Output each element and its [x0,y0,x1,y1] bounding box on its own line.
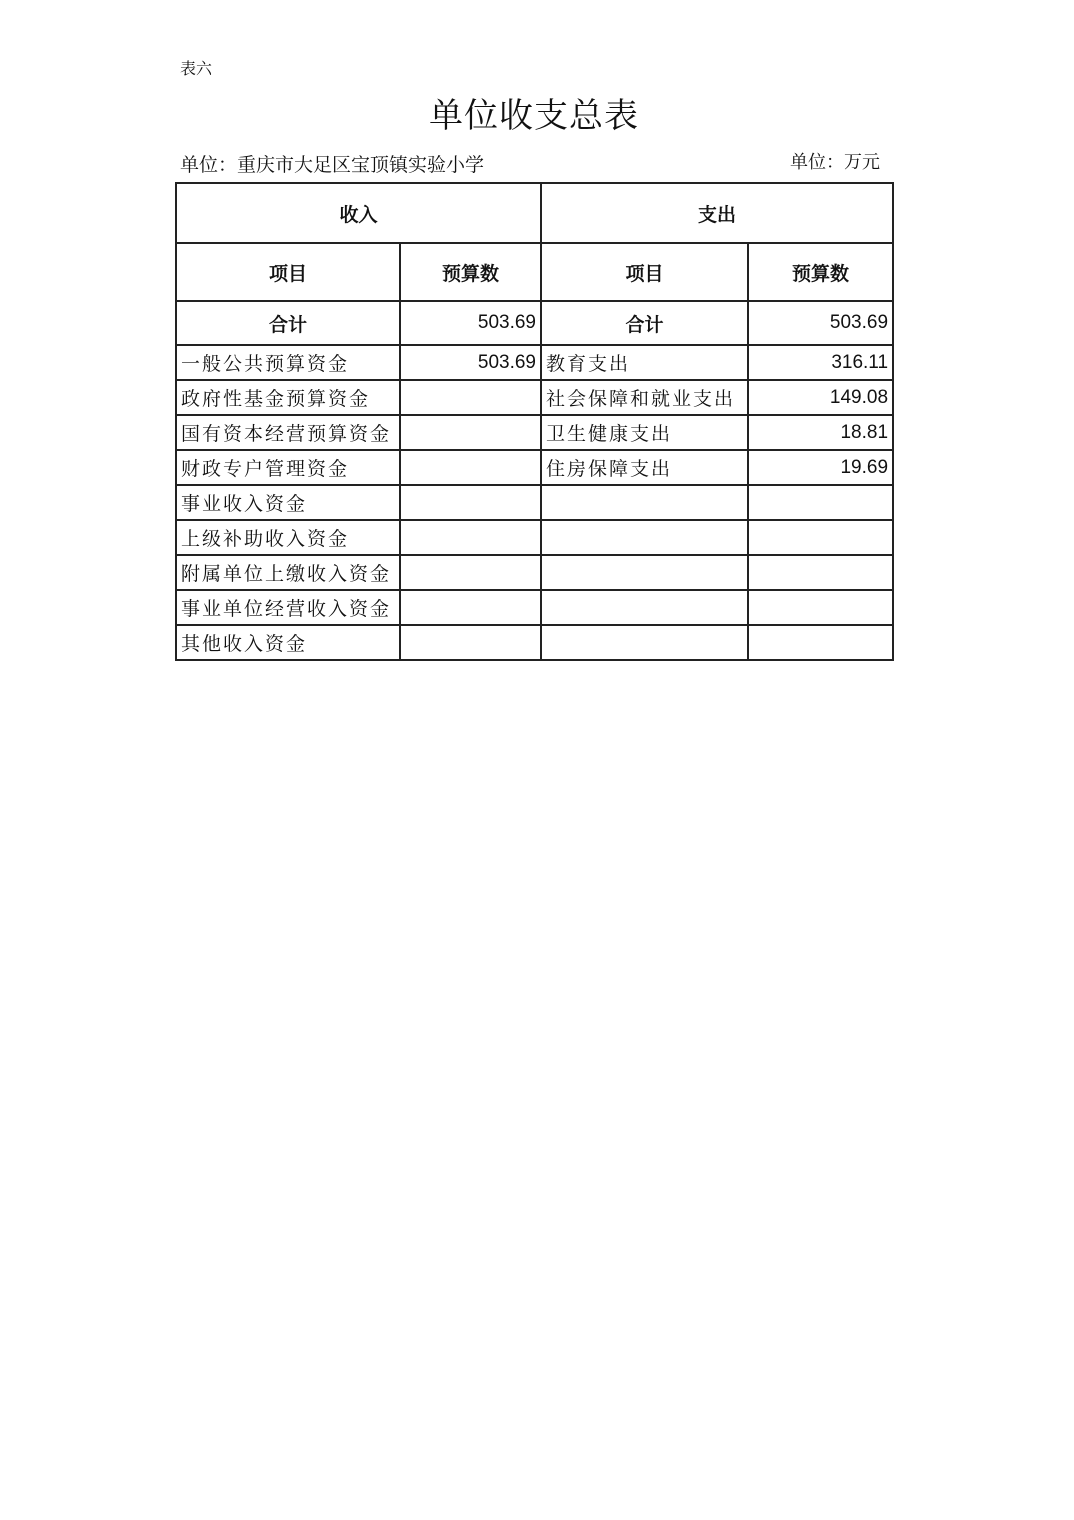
expense-item-cell: 住房保障支出 [541,450,748,485]
income-value-cell [400,415,541,450]
income-item-cell: 国有资本经营预算资金 [176,415,400,450]
income-value-cell [400,450,541,485]
income-item-cell: 事业收入资金 [176,485,400,520]
expense-item-cell: 社会保障和就业支出 [541,380,748,415]
expense-budget-column-header: 预算数 [748,243,893,301]
expense-value-cell: 316.11 [748,345,893,380]
expense-item-cell [541,625,748,660]
income-item-cell: 事业单位经营收入资金 [176,590,400,625]
income-item-column-header: 项目 [176,243,400,301]
column-header-row [176,243,893,301]
expense-total-value: 503.69 [748,301,893,345]
unit-name: 单位：重庆市大足区宝顶镇实验小学 [180,154,485,176]
expense-value-cell [748,520,893,555]
income-value-cell [400,380,541,415]
expense-total-label: 合计 [541,301,748,345]
expense-value-cell [748,485,893,520]
income-item-cell: 一般公共预算资金 [176,345,400,380]
table-row [176,520,893,555]
expense-value-cell [748,625,893,660]
income-value-cell [400,625,541,660]
expense-item-column-header: 项目 [541,243,748,301]
table-row [176,625,893,660]
table-row [176,555,893,590]
income-group-header: 收入 [176,183,541,243]
income-item-cell: 附属单位上缴收入资金 [176,555,400,590]
expense-item-cell [541,555,748,590]
table-row [176,450,893,485]
expense-item-cell [541,520,748,555]
income-total-label: 合计 [176,301,400,345]
expense-item-cell: 教育支出 [541,345,748,380]
income-item-cell: 财政专户管理资金 [176,450,400,485]
expense-item-cell [541,485,748,520]
table-number-label: 表六 [180,59,213,78]
table-row [176,415,893,450]
budget-summary-table [175,182,894,661]
group-header-row [176,183,893,243]
income-item-cell: 其他收入资金 [176,625,400,660]
income-value-cell [400,590,541,625]
total-row [176,301,893,345]
expense-value-cell [748,590,893,625]
expense-value-cell: 18.81 [748,415,893,450]
table-row [176,345,893,380]
table-row [176,380,893,415]
income-total-value: 503.69 [400,301,541,345]
expense-value-cell: 149.08 [748,380,893,415]
table-row [176,590,893,625]
expense-value-cell [748,555,893,590]
expense-value-cell: 19.69 [748,450,893,485]
page-title: 单位收支总表 [429,96,639,136]
table-row [176,485,893,520]
expense-item-cell: 卫生健康支出 [541,415,748,450]
unit-measure: 单位：万元 [790,152,880,173]
income-value-cell [400,485,541,520]
expense-item-cell [541,590,748,625]
income-budget-column-header: 预算数 [400,243,541,301]
income-value-cell [400,520,541,555]
expense-group-header: 支出 [541,183,893,243]
income-value-cell [400,555,541,590]
income-item-cell: 上级补助收入资金 [176,520,400,555]
income-item-cell: 政府性基金预算资金 [176,380,400,415]
income-value-cell: 503.69 [400,345,541,380]
